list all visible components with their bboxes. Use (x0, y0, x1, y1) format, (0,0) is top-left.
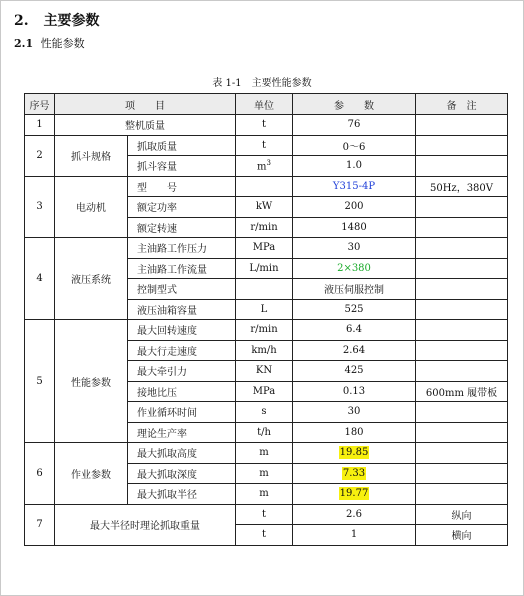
note-cell (416, 217, 508, 238)
highlighted-value: 19.77 (339, 488, 369, 500)
value-cell (293, 443, 416, 464)
note-cell (416, 361, 508, 382)
row-number: 3 (25, 176, 55, 238)
table-row (25, 176, 508, 197)
header-unit: 单位 (236, 94, 293, 115)
note-cell (416, 279, 508, 300)
sub-item-cell: 抓斗容量 (128, 156, 236, 177)
value-cell: 6.4 (293, 320, 416, 341)
sub-item-cell: 抓取质量 (128, 135, 236, 156)
unit-cell: MPa (236, 238, 293, 259)
subsection-title: 性能参数 (40, 37, 85, 50)
note-cell (416, 463, 508, 484)
note-cell (416, 156, 508, 177)
value-cell: 76 (293, 115, 416, 136)
note-cell (416, 115, 508, 136)
sub-item-cell: 最大抓取深度 (128, 463, 236, 484)
sub-item-cell: 接地比压 (128, 381, 236, 402)
group-cell: 抓斗规格 (55, 135, 128, 176)
row-number: 6 (25, 443, 55, 505)
group-cell: 性能参数 (55, 320, 128, 443)
table-row (25, 443, 508, 464)
value-cell: 1 (293, 525, 416, 546)
unit-cell: t (236, 525, 293, 546)
table-row (25, 320, 508, 341)
unit-cell: L/min (236, 258, 293, 279)
sub-item-cell: 最大抓取高度 (128, 443, 236, 464)
unit-cell: t/h (236, 422, 293, 443)
value-cell: 液压伺服控制 (293, 279, 416, 300)
note-cell (416, 402, 508, 423)
note-cell (416, 258, 508, 279)
value-cell (293, 484, 416, 505)
sub-item-cell: 主油路工作压力 (128, 238, 236, 259)
highlighted-value: 7.33 (342, 467, 366, 479)
note-cell (416, 422, 508, 443)
note-cell (416, 443, 508, 464)
value-cell: Y315-4P (293, 176, 416, 197)
sub-item-cell: 最大回转速度 (128, 320, 236, 341)
unit-cell: r/min (236, 217, 293, 238)
note-cell (416, 340, 508, 361)
sub-item-cell: 主油路工作流量 (128, 258, 236, 279)
value-cell: 30 (293, 402, 416, 423)
sub-item-cell: 最大行走速度 (128, 340, 236, 361)
unit-cell (236, 156, 293, 177)
sub-item-cell: 最大牵引力 (128, 361, 236, 382)
value-cell: 200 (293, 197, 416, 218)
value-cell (293, 463, 416, 484)
unit-cell: t (236, 115, 293, 136)
item-cell: 整机质量 (55, 115, 236, 136)
unit-cell: L (236, 299, 293, 320)
sub-item-cell: 额定转速 (128, 217, 236, 238)
note-cell: 600mm 履带板 (416, 381, 508, 402)
unit-cell: t (236, 135, 293, 156)
unit-cell: t (236, 504, 293, 525)
unit-cell: KN (236, 361, 293, 382)
note-cell (416, 320, 508, 341)
note-cell: 纵向 (416, 504, 508, 525)
value-cell: 425 (293, 361, 416, 382)
value-cell: 0.13 (293, 381, 416, 402)
unit-cell: m (236, 484, 293, 505)
section-title: 主要参数 (43, 13, 100, 29)
table-row (25, 135, 508, 156)
table-row (25, 115, 508, 136)
note-cell (416, 299, 508, 320)
unit-base: m (257, 161, 267, 173)
unit-cell: m (236, 443, 293, 464)
value-cell: 1480 (293, 217, 416, 238)
unit-cell: MPa (236, 381, 293, 402)
header-no: 序号 (25, 94, 55, 115)
table-row (25, 238, 508, 259)
sub-item-cell: 液压油箱容量 (128, 299, 236, 320)
unit-cell (236, 176, 293, 197)
note-cell: 横向 (416, 525, 508, 546)
sub-item-cell: 理论生产率 (128, 422, 236, 443)
group-cell: 作业参数 (55, 443, 128, 505)
sub-item-cell: 控制型式 (128, 279, 236, 300)
value-cell: 2.64 (293, 340, 416, 361)
table-header-row (25, 94, 508, 115)
row-number: 5 (25, 320, 55, 443)
section-heading (14, 10, 100, 30)
sub-item-cell: 型 号 (128, 176, 236, 197)
value-cell: 1.0 (293, 156, 416, 177)
sub-item-cell: 额定功率 (128, 197, 236, 218)
unit-cell: r/min (236, 320, 293, 341)
unit-cell: km/h (236, 340, 293, 361)
group-cell: 电动机 (55, 176, 128, 238)
note-cell (416, 197, 508, 218)
row-number: 1 (25, 115, 55, 136)
section-number: 2. (14, 13, 29, 29)
header-item: 项 目 (55, 94, 236, 115)
value-cell: 180 (293, 422, 416, 443)
value-cell: 30 (293, 238, 416, 259)
group-cell: 液压系统 (55, 238, 128, 320)
note-cell (416, 238, 508, 259)
header-value: 参 数 (293, 94, 416, 115)
unit-cell (236, 279, 293, 300)
header-note: 备 注 (416, 94, 508, 115)
unit-cell: m (236, 463, 293, 484)
sub-item-cell: 最大抓取半径 (128, 484, 236, 505)
highlighted-value: 19.85 (339, 447, 369, 459)
subsection-heading (14, 35, 85, 51)
sub-item-cell: 作业循环时间 (128, 402, 236, 423)
parameters-table (24, 93, 508, 546)
unit-cell: s (236, 402, 293, 423)
value-cell: 2.6 (293, 504, 416, 525)
value-cell: 2×380 (293, 258, 416, 279)
item-cell: 最大半径时理论抓取重量 (55, 504, 236, 545)
table-caption: 表 1-1 主要性能参数 (212, 78, 312, 89)
note-cell (416, 484, 508, 505)
table-row (25, 504, 508, 525)
row-number: 7 (25, 504, 55, 545)
unit-superscript: 3 (266, 159, 271, 168)
value-cell: 0～6 (293, 135, 416, 156)
subsection-number: 2.1 (14, 37, 34, 50)
note-cell (416, 135, 508, 156)
unit-cell: kW (236, 197, 293, 218)
row-number: 4 (25, 238, 55, 320)
value-cell: 525 (293, 299, 416, 320)
note-cell: 50Hz，380V (416, 176, 508, 197)
row-number: 2 (25, 135, 55, 176)
